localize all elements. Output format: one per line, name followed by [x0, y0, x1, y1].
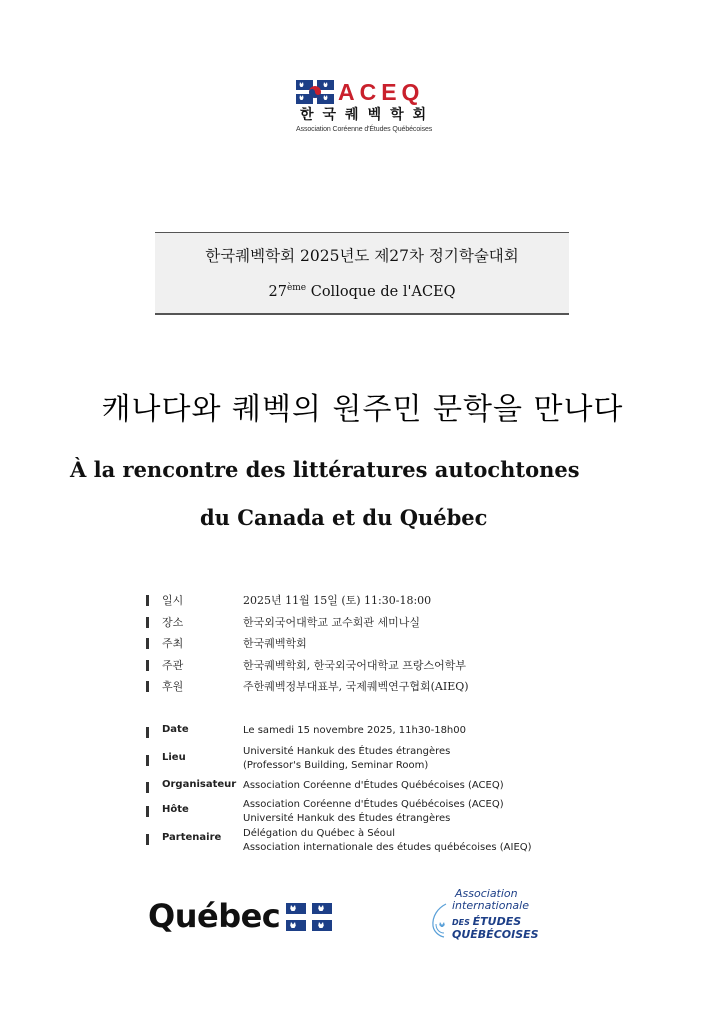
- info-fr-row-date: [146, 723, 666, 745]
- bullet-bar: [146, 727, 149, 738]
- info-fr-value: Délégation du Québec à Séoul: [243, 828, 396, 839]
- bullet-bar: [146, 782, 149, 793]
- info-fr-row-partenaire: [146, 827, 666, 856]
- info-kr-label: 장소: [162, 615, 184, 629]
- info-fr-value: Université Hankuk des Études étrangères: [243, 813, 451, 824]
- info-fr-label: Organisateur: [162, 779, 237, 790]
- aieq-line3-prefix: DES: [452, 918, 473, 927]
- aceq-logo: [294, 78, 444, 140]
- title-french-line1: À la rencontre des littératures autochtones: [70, 457, 580, 482]
- info-kr-value: 한국퀘벡학회: [243, 637, 307, 651]
- info-kr-row: [146, 614, 646, 636]
- info-fr-value: Association internationale des études québécoises (AIEQ): [243, 842, 532, 853]
- bullet-bar: [146, 834, 149, 845]
- colloquium-french: [155, 283, 569, 300]
- aceq-korean-name: 한국퀘벡학회: [300, 107, 436, 123]
- info-kr-value: 2025년 11월 15일 (토) 11:30-18:00: [243, 594, 432, 607]
- info-kr-label: 주최: [162, 637, 184, 651]
- aieq-line3-main: ÉTUDES: [472, 915, 522, 928]
- colloquium-number: 27: [268, 283, 287, 300]
- info-fr-label: Partenaire: [162, 832, 222, 843]
- aieq-line4: QUÉBÉCOISES: [452, 928, 539, 941]
- aieq-mark-icon: [428, 902, 454, 940]
- aceq-flag-icon: [296, 80, 334, 104]
- info-kr-value: 주한퀘벡정부대표부, 국제퀘벡연구협회(AIEQ): [243, 680, 469, 694]
- info-fr-value: (Professor's Building, Seminar Room): [243, 760, 429, 771]
- info-kr-label: 일시: [162, 594, 184, 607]
- bullet-bar: [146, 681, 149, 692]
- info-kr-value: 한국퀘벡학회, 한국외국어대학교 프랑스어학부: [243, 658, 467, 672]
- info-fr-value: Association Coréenne d'Études Québécoises (ACEQ): [243, 799, 504, 810]
- bullet-bar: [146, 806, 149, 817]
- info-kr-label: 주관: [162, 658, 184, 672]
- info-fr-label: Hôte: [162, 804, 189, 815]
- info-fr-value: Le samedi 15 novembre 2025, 11h30-18h00: [243, 725, 466, 736]
- bullet-bar: [146, 660, 149, 671]
- aieq-line1: Association: [455, 887, 518, 900]
- info-fr-row-hote: [146, 798, 666, 827]
- info-french: [146, 723, 666, 856]
- bullet-bar: [146, 755, 149, 766]
- title-french-line2: du Canada et du Québec: [200, 505, 488, 530]
- title-korean: 캐나다와 퀘벡의 원주민 문학을 만나다: [101, 392, 624, 427]
- info-kr-row: [146, 657, 646, 679]
- info-kr-label: 후원: [162, 680, 184, 694]
- info-fr-value: Université Hankuk des Études étrangères: [243, 746, 451, 757]
- info-korean: [146, 592, 646, 700]
- bullet-bar: [146, 595, 149, 606]
- colloquium-korean: 한국퀘벡학회 2025년도 제27차 정기학술대회: [205, 247, 519, 265]
- info-fr-row-organisateur: [146, 778, 666, 798]
- colloquium-box: [155, 232, 569, 315]
- bullet-bar: [146, 638, 149, 649]
- quebec-wordmark: Québec: [148, 897, 281, 935]
- info-kr-row: [146, 635, 646, 657]
- aceq-subtitle: Association Coréenne d'Études Québécoises: [296, 126, 433, 133]
- info-kr-row: [146, 592, 646, 614]
- aieq-logo: [428, 888, 578, 948]
- info-kr-value: 한국외국어대학교 교수회관 세미나실: [243, 615, 421, 629]
- quebec-flag-icon: [286, 903, 332, 931]
- bullet-bar: [146, 617, 149, 628]
- info-fr-value: Association Coréenne d'Études Québécoises (ACEQ): [243, 780, 504, 791]
- quebec-logo: [148, 896, 348, 942]
- info-fr-label: Date: [162, 724, 189, 735]
- colloquium-french-rest: Colloque de l'ACEQ: [306, 283, 456, 300]
- aceq-name: ACEQ: [338, 79, 425, 105]
- colloquium-ordinal: ème: [286, 283, 307, 293]
- info-fr-label: Lieu: [162, 752, 186, 763]
- aieq-line2: internationale: [452, 899, 529, 912]
- info-kr-row: [146, 678, 646, 700]
- info-fr-row-lieu: [146, 745, 666, 778]
